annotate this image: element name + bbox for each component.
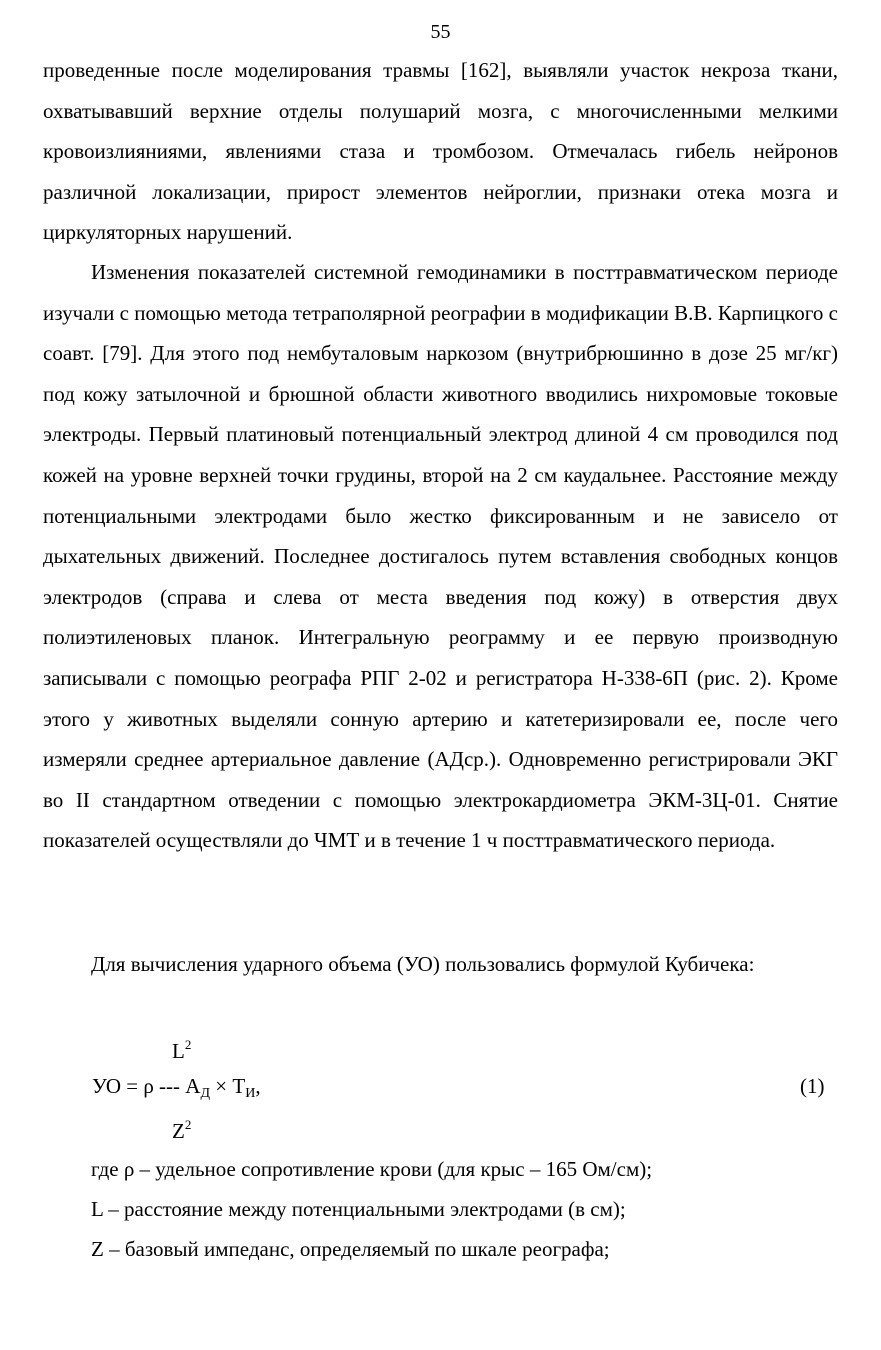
formula-number: (1) [800, 1074, 825, 1098]
formula-lhs: УО = ρ --- А [92, 1074, 201, 1098]
formula-tail: , [255, 1074, 261, 1098]
formula-denominator-base: Z [172, 1119, 185, 1143]
formula-numerator [172, 1032, 191, 1064]
formula-subscript-d: Д [200, 1086, 211, 1101]
formula-middle: × Т [210, 1074, 246, 1098]
formula-numerator-base: L [172, 1039, 185, 1063]
definition-l: L – расстояние между потенциальными электродами (в см); [91, 1197, 626, 1221]
formula-denominator-exponent: 2 [184, 1117, 192, 1132]
paragraph-necrosis-findings: проведенные после моделирования травмы [162], выявляли участок некроза ткани, охватывавший верхние отделы полушарий мозга, с многочисленными мелкими кровоизлияниями, явлениями стаза и тромбозом. Отмечалась гибель нейронов различной локализации, прирост элементов нейроглии, признаки отека мозга и циркуляторных нарушений. [43, 58, 838, 245]
definition-rho: где ρ – удельное сопротивление крови (для крыс – 165 Ом/см); [91, 1157, 653, 1181]
formula-denominator [172, 1112, 191, 1144]
page-number: 55 [430, 21, 451, 43]
formula-main-line [92, 1072, 261, 1108]
paragraph-hemodynamics-method: Изменения показателей системной гемодинамики в посттравматическом периоде изучали с помощью метода тетраполярной реографии в модификации В.В. Карпицкого с соавт. [79]. Для этого под нембуталовым наркозом (внутрибрюшинно в дозе 25 мг/кг) под кожу затылочной и брюшной области животного вводились нихромовые токовые электроды. Первый платиновый потенциальный электрод длиной 4 см проводился под кожей на уровне верхней точки грудины, второй на 2 см каудальнее. Расстояние между потенциальными электродами было жестко фиксированным и не зависело от дыхательных движений. Последнее достигалось путем вставления свободных концов электродов (справа и слева от места введения под кожу) в отверстия двух полиэтиленовых планок. Интегральную реограмму и ее первую производную записывали с помощью реографа РПГ 2-02 и регистратора Н-338-6П (рис. 2). Кроме этого у животных выделяли сонную артерию и катетеризировали ее, после чего измеряли среднее артериальное давление (АДср.). Одновременно регистрировали ЭКГ во II стандартном отведении с помощью электрокардиометра ЭКМ-3Ц-01. Снятие показателей осуществляли до ЧМТ и в течение 1 ч посттравматического периода. [43, 260, 838, 853]
definition-z: Z – базовый импеданс, определяемый по шкале реографа; [91, 1237, 610, 1261]
paragraph-kubicek-intro: Для вычисления ударного объема (УО) пользовались формулой Кубичека: [91, 952, 755, 976]
formula-subscript-i: И [245, 1086, 256, 1101]
formula-numerator-exponent: 2 [184, 1037, 192, 1052]
